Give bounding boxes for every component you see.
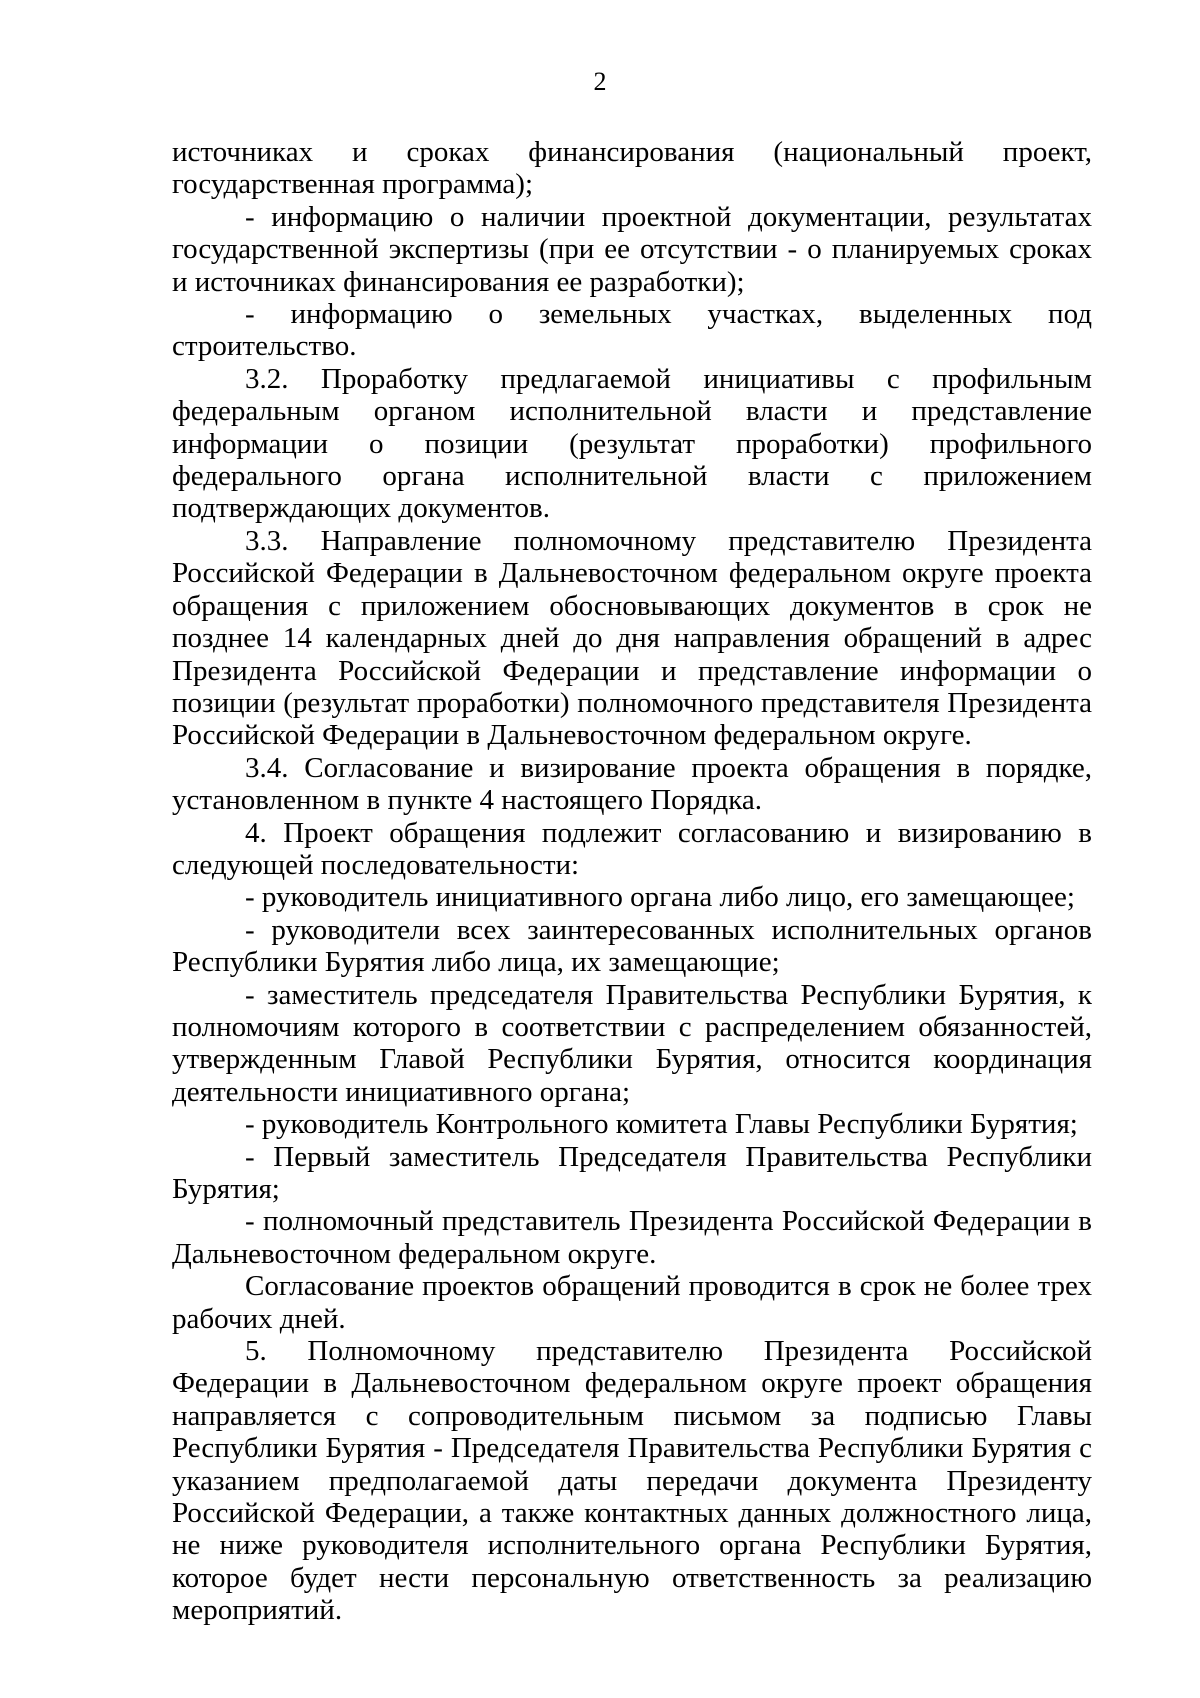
list-item-executive-heads: - руководители всех заинтересованных исполнительных органов Республики Бурятия либо лица, их замещающие; <box>172 913 1092 979</box>
list-item-initiative-head: - руководитель инициативного органа либо лицо, его замещающее; <box>245 881 1075 914</box>
list-item-control-committee: - руководитель Контрольного комитета Главы Республики Бурятия; <box>245 1108 1078 1141</box>
paragraph-project-documentation: - информацию о наличии проектной документации, результатах государственной экспертизы (при ее отсутствии - о планируемых сроках и источниках финансирования ее разработки); <box>172 200 1092 298</box>
paragraph-funding-sources: источниках и сроках финансирования (национальный проект, государственная программа); <box>172 136 1092 201</box>
paragraph-land-plots: - информацию о земельных участках, выделенных под строительство. <box>172 298 1092 363</box>
paragraph-4: 4. Проект обращения подлежит согласованию и визированию в следующей последовательности: <box>172 816 1092 881</box>
paragraph-3-4: 3.4. Согласование и визирование проекта обращения в порядке, установленном в пункте 4 настоящего Порядка. <box>172 751 1092 817</box>
page-number: 2 <box>593 67 607 96</box>
paragraph-3-3: 3.3. Направление полномочному представителю Президента Российской Федерации в Дальневосточном федеральном округе проекта обращения с приложением обосновывающих документов в срок не позднее 14 календарных дней до дня направления обращений в адрес Президента Российской Федерации и представление информации о позиции (результат проработки) полномочного представителя Президента Российской Федерации в Дальневосточном федеральном округе. <box>172 524 1092 752</box>
list-item-deputy-chairman: - заместитель председателя Правительства Республики Бурятия, к полномочиям которого в соответствии с распределением обязанностей, утвержденным Главой Республики Бурятия, относится координация деятельности инициативного органа; <box>172 978 1092 1108</box>
paragraph-5: 5. Полномочному представителю Президента Российской Федерации в Дальневосточном федеральном округе проект обращения направляется с сопроводительным письмом за подписью Главы Республики Бурятия - Председателя Правительства Республики Бурятия с указанием предполагаемой даты передачи документа Президенту Российской Федерации, а также контактных данных должностного лица, не ниже руководителя исполнительного органа Республики Бурятия, которое будет нести персональную ответственность за реализацию мероприятий. <box>172 1335 1092 1627</box>
list-item-first-deputy: - Первый заместитель Председателя Правительства Республики Бурятия; <box>172 1140 1092 1205</box>
paragraph-approval-term: Согласование проектов обращений проводится в срок не более трех рабочих дней. <box>172 1270 1092 1335</box>
paragraph-3-2: 3.2. Проработку предлагаемой инициативы с профильным федеральным органом исполнительной власти и представление информации о позиции (результат проработки) профильного федерального органа исполнительной власти с приложением подтверждающих документов. <box>172 362 1092 525</box>
document-body <box>172 136 1092 1627</box>
list-item-plenipotentiary: - полномочный представитель Президента Российской Федерации в Дальневосточном федеральном округе. <box>172 1205 1092 1270</box>
